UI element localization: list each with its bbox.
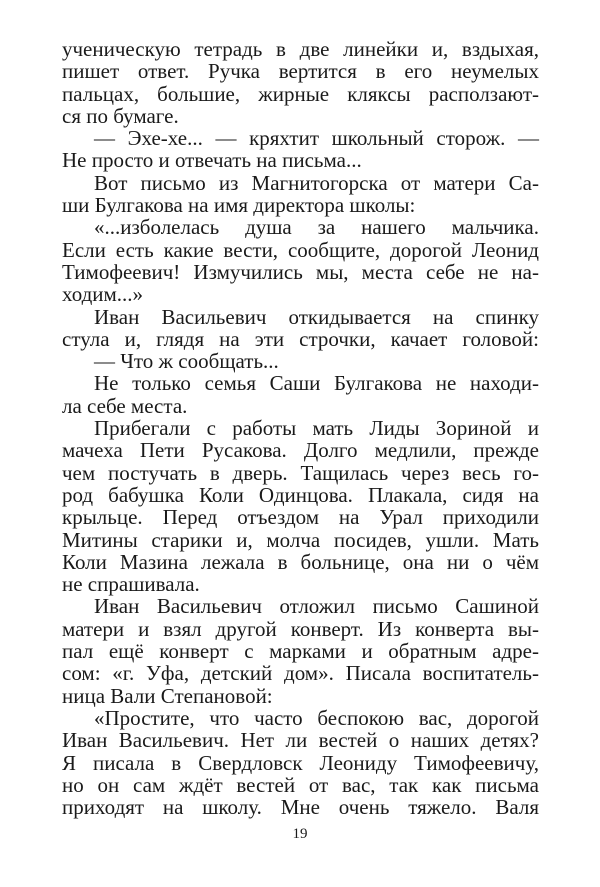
text-line: Если есть какие вести, сообщите, дорогой Леонид	[62, 237, 539, 262]
text-line: стула и, глядя на эти строчки, качает головой:	[62, 326, 539, 351]
text-line: приходят на школу. Мне очень тяжело. Валя	[62, 795, 539, 820]
text-line: Иван Васильевич откидывается на спинку	[94, 304, 539, 329]
text-line: Вот письмо из Магнитогорска от матери Са-	[94, 170, 539, 195]
text-line: «...изболелась душа за нашего мальчика.	[94, 215, 539, 240]
text-line: ла себе места.	[62, 393, 188, 418]
text-line: Не только семья Саши Булгакова не находи-	[94, 371, 539, 396]
text-line: — Что ж сообщать...	[94, 349, 279, 374]
text-line: не спрашивала.	[62, 572, 200, 597]
text-line: сом: «г. Уфа, детский дом». Писала воспитатель-	[62, 661, 539, 686]
text-line: Иван Васильевич отложил письмо Сашиной	[94, 594, 539, 619]
text-line: Тимофеевич! Измучились мы, места себе не на-	[62, 259, 539, 284]
text-line: пал ещё конверт с марками и обратным адре-	[62, 639, 539, 664]
page-body-text	[62, 38, 539, 818]
page-number: 19	[292, 826, 308, 842]
text-line: матери и взял другой конверт. Из конверта вы-	[62, 616, 539, 641]
text-line: Не просто и отвечать на письма...	[62, 148, 362, 173]
text-line: ши Булгакова на имя директора школы:	[62, 193, 416, 218]
text-line: род бабушка Коли Одинцова. Плакала, сидя на	[62, 482, 539, 507]
text-line: Митины старики и, молча посидев, ушли. Мать	[62, 527, 539, 552]
text-line: пальцах, большие, жирные кляксы расползают-	[62, 81, 539, 106]
text-line: Я писала в Свердловск Леониду Тимофеевичу,	[62, 750, 539, 775]
text-line: «Простите, что часто беспокою вас, дорогой	[94, 705, 539, 730]
text-line: ница Вали Степановой:	[62, 683, 273, 708]
text-line: пишет ответ. Ручка вертится в его неумелых	[62, 59, 539, 84]
text-line: ходим...»	[62, 282, 144, 307]
text-line: — Эхе-хе... — кряхтит школьный сторож. —	[94, 126, 539, 151]
text-line: Прибегали с работы мать Лиды Зориной и	[94, 416, 539, 441]
text-line: чем постучать в дверь. Тащилась через весь го-	[62, 460, 539, 485]
text-line: ученическую тетрадь в две линейки и, вздыхая,	[62, 37, 539, 61]
text-line: но он сам ждёт вестей от вас, так как письма	[62, 772, 539, 797]
text-line: мачеха Пети Русакова. Долго медлили, прежде	[62, 438, 539, 463]
text-line: Иван Васильевич. Нет ли вестей о наших детях?	[62, 728, 539, 753]
text-line: крыльце. Перед отъездом на Урал приходили	[62, 505, 539, 530]
text-line: ся по бумаге.	[62, 103, 179, 128]
text-line: Коли Мазина лежала в больнице, она ни о чём	[62, 549, 539, 574]
